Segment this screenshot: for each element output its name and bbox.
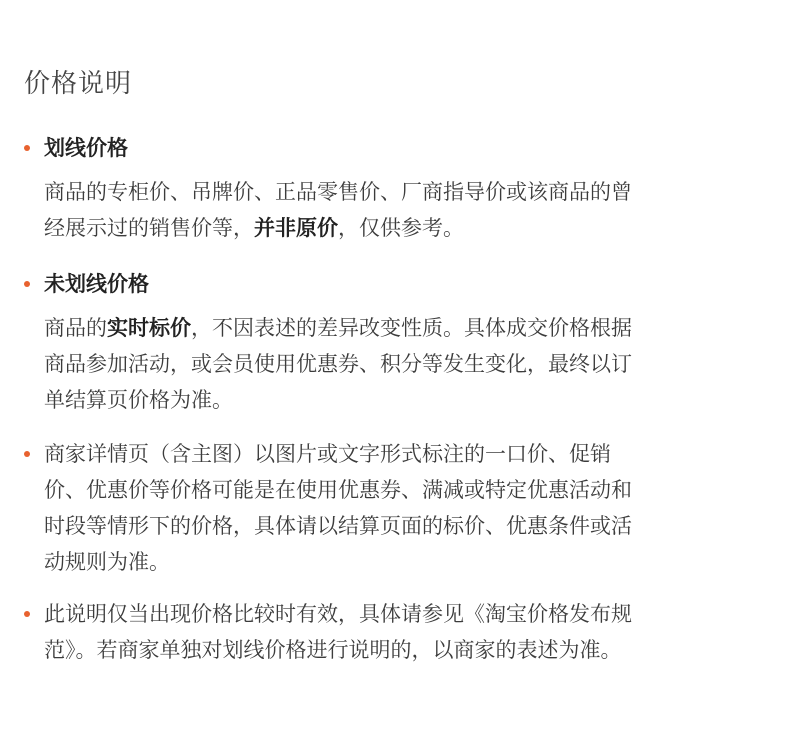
page-title: 价格说明 (24, 69, 133, 99)
body-line (44, 210, 764, 246)
body-line: 商品的专柜价、吊牌价、正品零售价、厂商指导价或该商品的曾 (44, 180, 632, 204)
bullet-dot-icon (24, 281, 30, 287)
section-body (44, 174, 764, 246)
bullet-dot-icon (24, 451, 30, 457)
body-line: 单结算页价格为准。 (44, 388, 233, 412)
body-line: 此说明仅当出现价格比较时有效，具体请参见《淘宝价格发布规 (44, 602, 632, 626)
body-line: 商家详情页（含主图）以图片或文字形式标注的一口价、促销 (44, 442, 611, 466)
bullet-dot-icon (24, 611, 30, 617)
section-body (44, 596, 764, 668)
section-heading: 划线价格 (44, 136, 128, 160)
body-text-segment: 经展示过的销售价等， (44, 216, 254, 240)
body-text-segment: ，仅供参考。 (338, 216, 464, 240)
bullet-dot-icon (24, 145, 30, 151)
section-body (44, 436, 764, 580)
body-line: 商品参加活动，或会员使用优惠券、积分等发生变化，最终以订 (44, 352, 632, 376)
body-line: 价、优惠价等价格可能是在使用优惠券、满减或特定优惠活动和 (44, 478, 632, 502)
body-text-segment: 商品的 (44, 316, 107, 340)
section-body (44, 310, 764, 418)
body-line (44, 310, 764, 346)
body-line: 时段等情形下的价格，具体请以结算页面的标价、优惠条件或活 (44, 514, 632, 538)
emphasis-realtime-price: 实时标价 (107, 316, 191, 340)
body-text-segment: ，不因表述的差异改变性质。具体成交价格根据 (191, 316, 632, 340)
body-line: 动规则为准。 (44, 550, 170, 574)
section-heading: 未划线价格 (44, 272, 149, 296)
emphasis-not-original-price: 并非原价 (254, 216, 338, 240)
body-line: 范》。若商家单独对划线价格进行说明的，以商家的表述为准。 (44, 638, 622, 662)
